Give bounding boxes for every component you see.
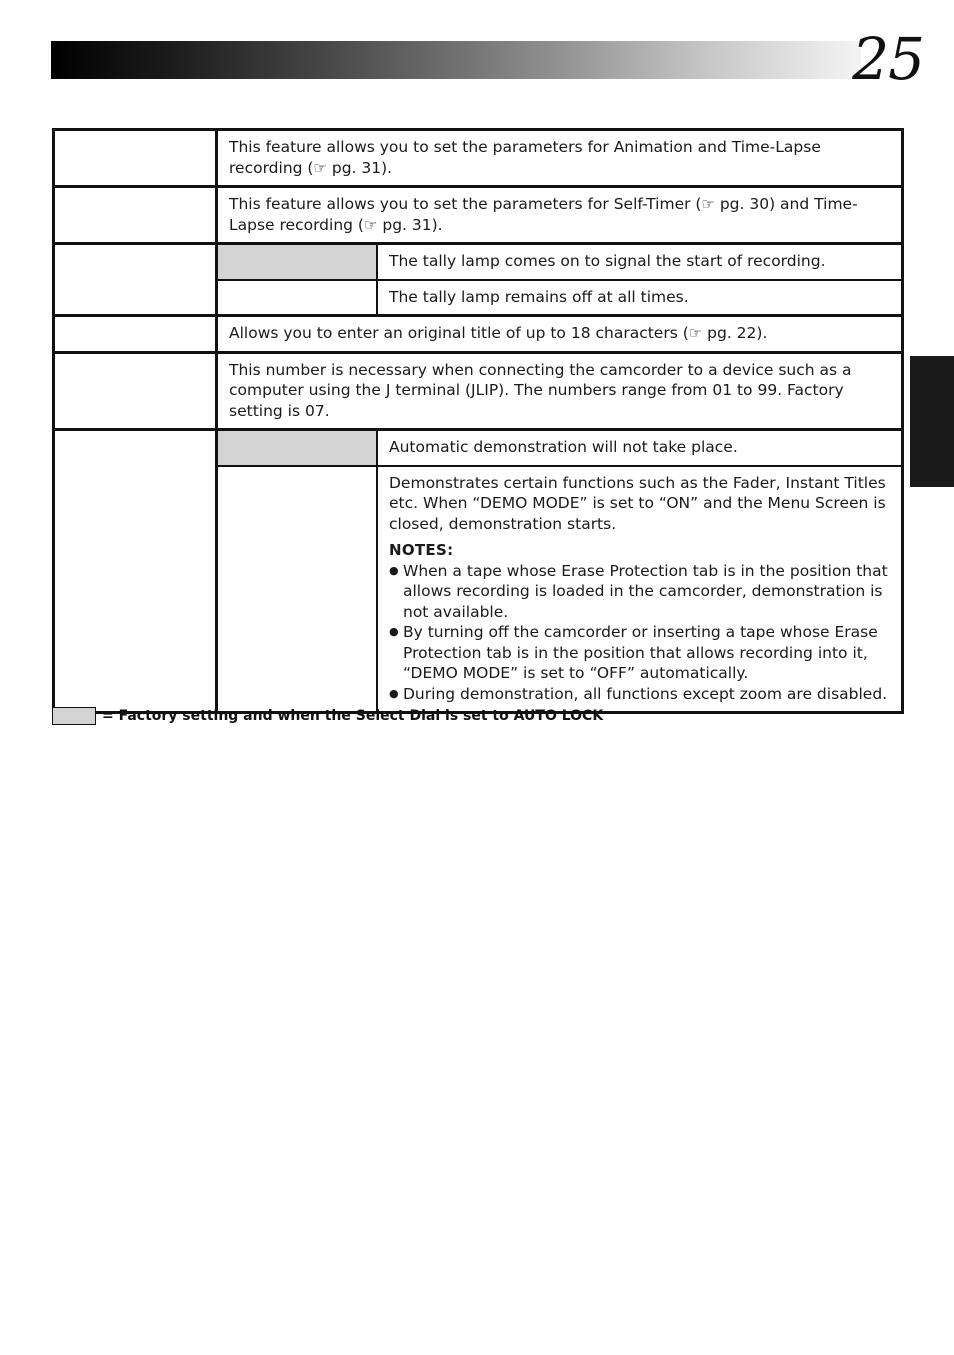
note-item [389,622,891,684]
table-row [54,130,903,187]
option-cell [217,280,378,316]
legend-text: = Factory setting and when the Select Dial is set to AUTO LOCK [102,708,604,724]
legend-swatch [52,707,96,725]
table-row [54,430,903,466]
feature-name-cell [54,244,217,316]
page-reference-icon: ☞ [701,195,715,213]
feature-description [217,130,903,187]
option-description: Automatic demonstration will not take place. [377,430,903,466]
feature-name-cell [54,187,217,244]
note-item [389,684,891,705]
description-text: pg. 22). [702,324,768,342]
menu-features-table [52,128,904,714]
option-description: The tally lamp comes on to signal the start of recording. [377,244,903,280]
bullet-icon: ● [389,625,399,638]
option-cell [217,466,378,713]
factory-setting-legend [52,707,603,725]
note-item [389,561,891,623]
section-side-tab [910,356,954,487]
feature-name-cell [54,352,217,430]
feature-description: This number is necessary when connecting the camcorder to a device such as a computer using the J terminal (JLIP). The numbers range from 01 to 99. Factory setting is 07. [217,352,903,430]
table-row [54,244,903,280]
option-description-with-notes [377,466,903,713]
description-text: pg. 30) and Time-Lapse recording ( [229,195,858,234]
option-cell-factory-setting [217,430,378,466]
notes-list [389,561,891,705]
feature-name-cell [54,316,217,353]
option-description: Demonstrates certain functions such as the Fader, Instant Titles etc. When “DEMO MODE” is set to “ON” and the Menu Screen is closed, demonstration starts. [389,473,886,533]
bullet-icon: ● [389,563,399,577]
description-text: Allows you to enter an original title of up to 18 characters ( [229,324,689,342]
page-header-bar [51,41,861,79]
table-row [54,187,903,244]
page-reference-icon: ☞ [363,215,378,234]
description-text: pg. 31). [377,215,443,234]
page-reference-icon: ☞ [688,324,703,342]
bullet-icon: ● [389,686,399,700]
option-description: The tally lamp remains off at all times. [377,280,903,316]
page-reference-icon: ☞ [313,158,327,177]
feature-description [217,316,903,353]
note-text: When a tape whose Erase Protection tab is in the position that allows recording is loaded in the camcorder, demonstration is not available. [403,561,888,621]
table-row [54,352,903,430]
feature-name-cell [54,130,217,187]
description-text: pg. 31). [326,158,393,177]
description-text: This feature allows you to set the parameters for Self-Timer ( [229,195,702,213]
option-cell-factory-setting [217,244,378,280]
notes-heading: NOTES: [389,541,454,559]
page-number: 25 [852,25,924,93]
table-row [54,316,903,353]
note-text: By turning off the camcorder or inserting a tape whose Erase Protection tab is in the position that allows recording into it, “DEMO MODE” is set to “OFF” automatically. [403,623,878,682]
feature-name-cell [54,430,217,713]
description-text: This feature allows you to set the parameters for Animation and Time-Lapse recording ( [229,138,821,177]
note-text: During demonstration, all functions except zoom are disabled. [403,684,888,703]
feature-description [217,187,903,244]
